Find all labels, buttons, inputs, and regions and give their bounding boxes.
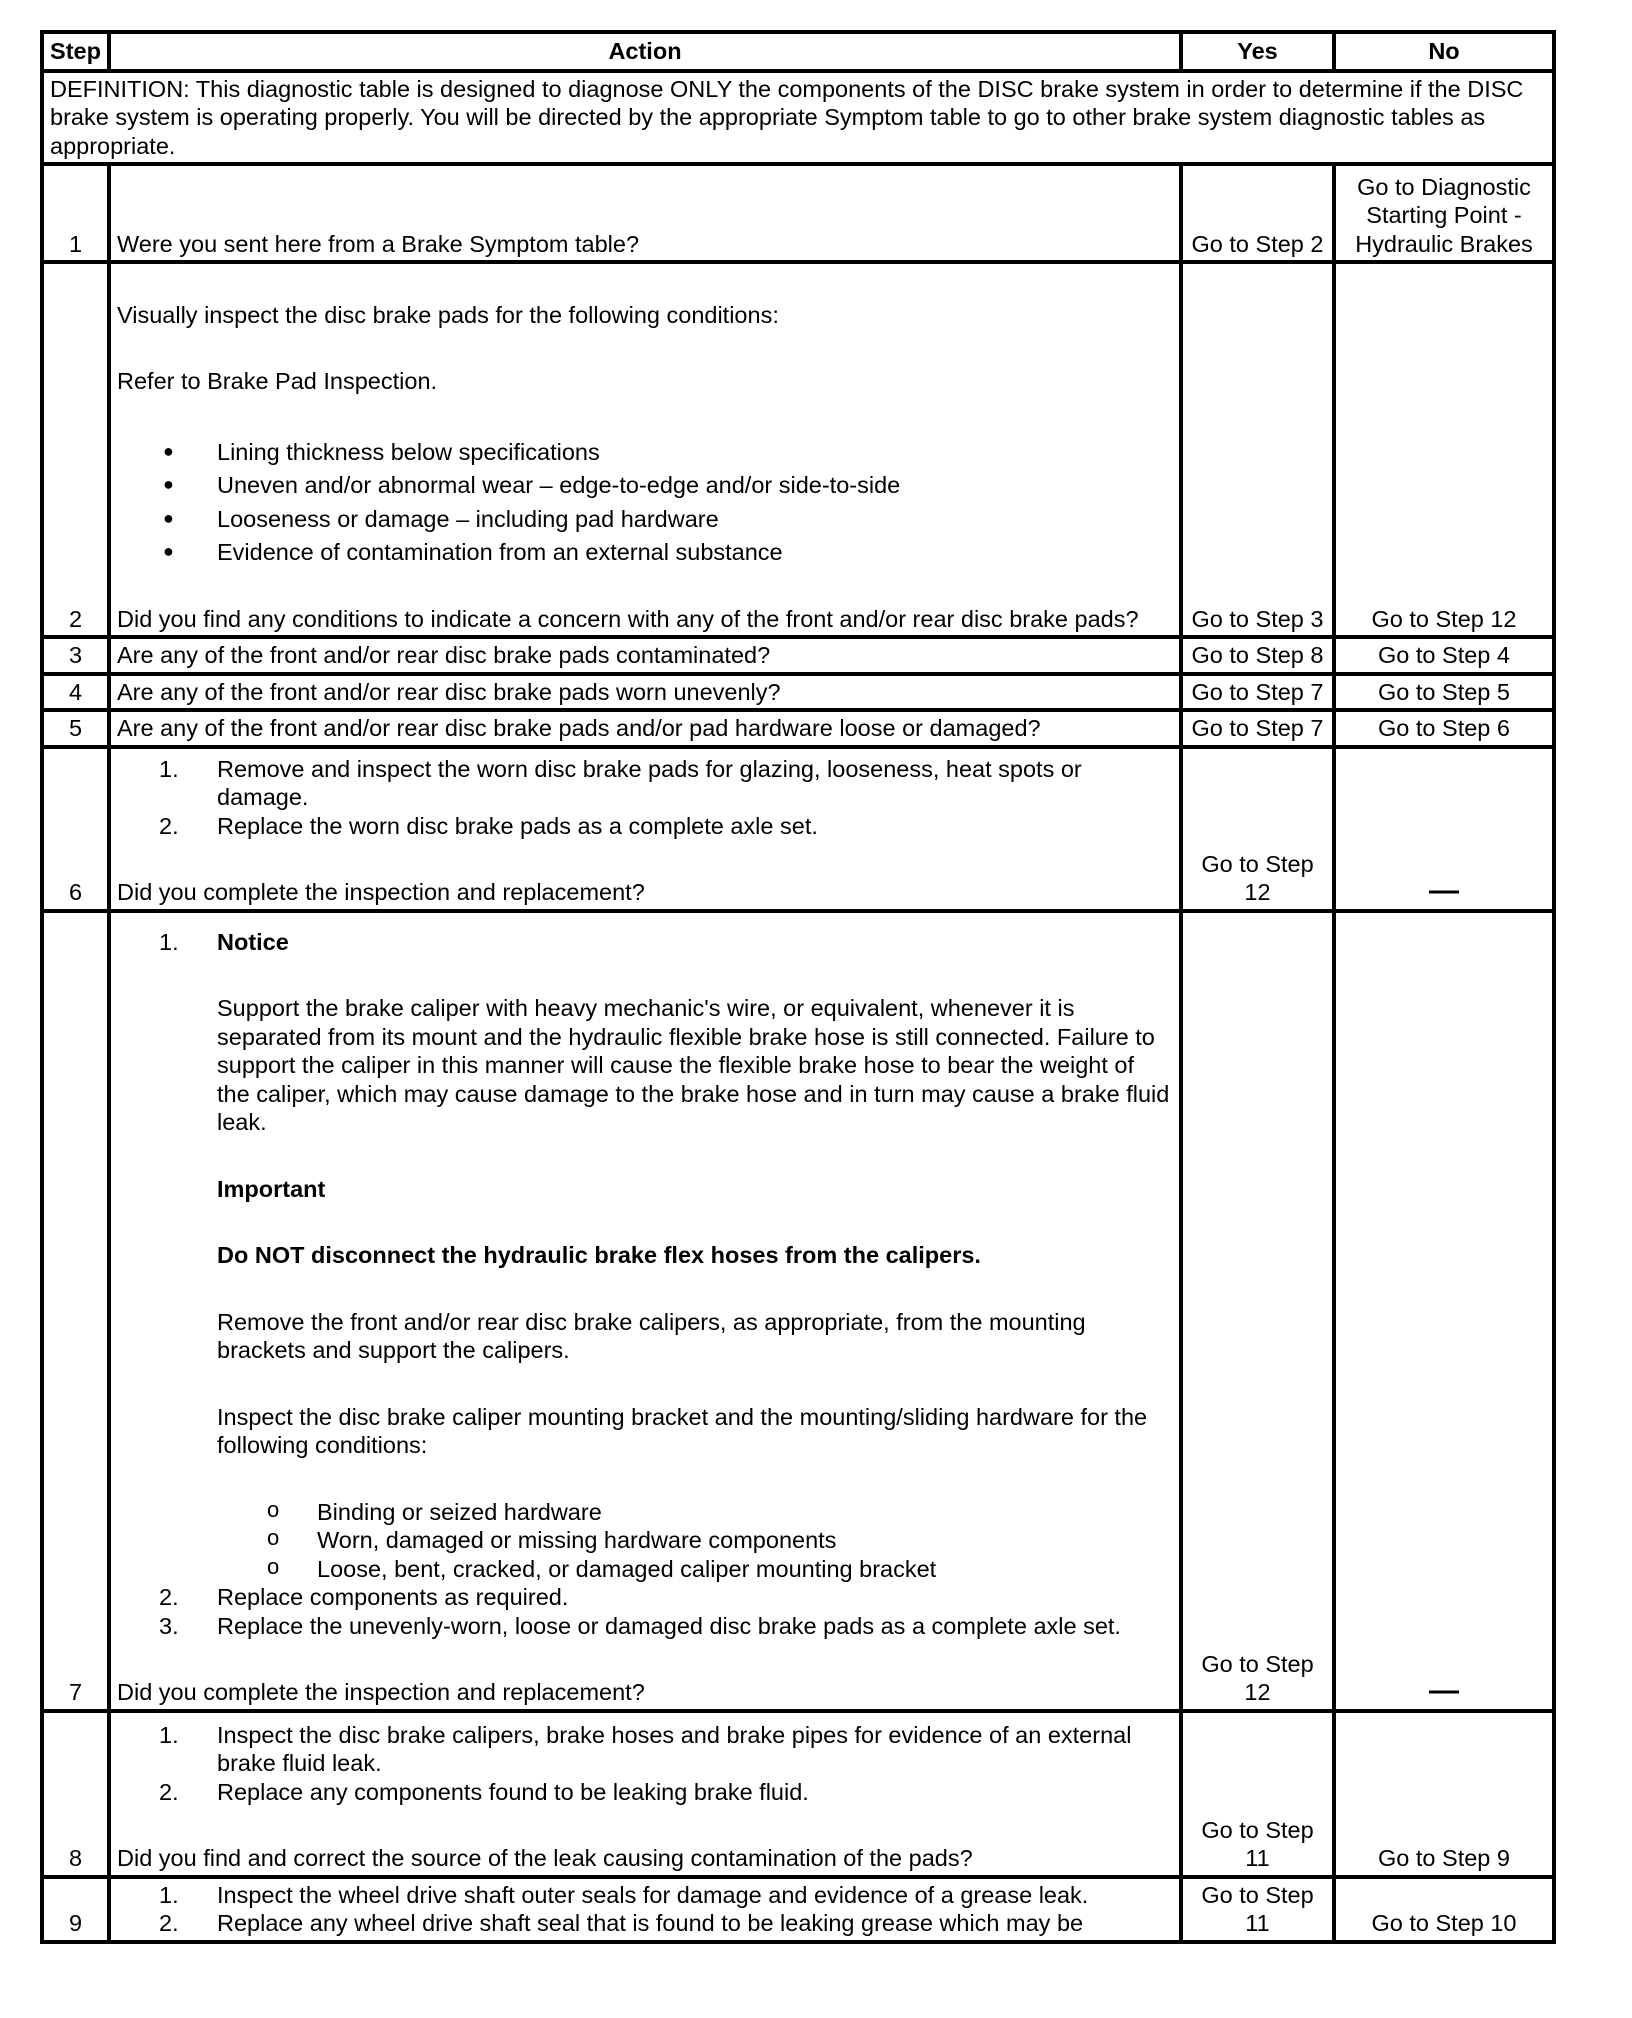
step-number: 5 <box>42 710 109 747</box>
dash-mark: — <box>1429 1674 1459 1707</box>
circle-bullet: o <box>267 1553 280 1579</box>
step-number: 1 <box>42 164 109 262</box>
list-item <box>159 1778 1173 1807</box>
item-number: 1. <box>159 1721 179 1748</box>
item-number: 1. <box>159 1881 179 1908</box>
list-item: ● Evidence of contamination from an external substance <box>217 538 1173 567</box>
item-number: 3. <box>159 1612 179 1639</box>
numbered-list <box>117 928 1173 1641</box>
step-question: Did you find and correct the source of the leak causing contamination of the pads? <box>117 1845 973 1871</box>
action-cell <box>109 911 1181 1711</box>
step-question: Did you complete the inspection and replacement? <box>117 1679 645 1705</box>
yes-cell: Go to Step 12 <box>1181 747 1334 911</box>
table-row <box>42 911 1554 1711</box>
header-no: No <box>1334 32 1554 71</box>
item-text: Replace any wheel drive shaft seal that is found to be leaking grease which may be <box>217 1910 1084 1936</box>
step-question: Are any of the front and/or rear disc brake pads and/or pad hardware loose or damaged? <box>109 710 1181 747</box>
no-cell: Go to Step 9 <box>1334 1711 1554 1877</box>
table-row <box>42 164 1554 262</box>
item-text: Replace components as required. <box>217 1584 569 1610</box>
condition-list <box>217 1498 1173 1584</box>
step-question: Were you sent here from a Brake Symptom table? <box>117 230 640 257</box>
step-question: Did you complete the inspection and replacement? <box>117 879 645 905</box>
list-item <box>159 1721 1173 1778</box>
circle-bullet: o <box>267 1525 280 1550</box>
yes-cell: Go to Step 3 <box>1181 262 1334 637</box>
step-number: 6 <box>42 747 109 911</box>
table-row <box>42 710 1554 747</box>
condition-list <box>117 438 1173 567</box>
step-number: 2 <box>42 262 109 637</box>
no-cell <box>1334 747 1554 911</box>
numbered-list <box>117 755 1173 841</box>
item-text: Inspect the wheel drive shaft outer seals for damage and evidence of a grease leak. <box>217 1881 1089 1908</box>
item-text: Replace the unevenly-worn, loose or damaged disc brake pads as a complete axle set. <box>217 1612 1121 1639</box>
item-text: Remove and inspect the worn disc brake pads for glazing, looseness, heat spots or damage. <box>217 755 1082 810</box>
yes-cell: Go to Step 8 <box>1181 637 1334 674</box>
item-number: 1. <box>159 928 179 955</box>
no-cell: Go to Step 10 <box>1334 1877 1554 1942</box>
diagnostic-table <box>40 30 1556 1944</box>
item-number: 2. <box>159 1910 179 1936</box>
header-row <box>42 32 1554 71</box>
list-item <box>159 812 1173 841</box>
definition-row <box>42 71 1554 165</box>
dash-mark: — <box>1429 874 1459 907</box>
action-cell <box>109 164 1181 262</box>
header-yes: Yes <box>1181 32 1334 71</box>
step-number: 8 <box>42 1711 109 1877</box>
list-item <box>159 1612 1173 1641</box>
list-item: ● Looseness or damage – including pad hardware <box>217 505 1173 534</box>
table-row <box>42 747 1554 911</box>
item-text: Replace the worn disc brake pads as a complete axle set. <box>217 812 818 839</box>
header-action: Action <box>109 32 1181 71</box>
important-text: Do NOT disconnect the hydraulic brake flex hoses from the calipers. <box>217 1242 981 1268</box>
action-cell <box>109 1711 1181 1877</box>
list-item <box>159 928 1173 1584</box>
list-item <box>159 1881 1173 1910</box>
item-text: Inspect the disc brake calipers, brake hoses and brake pipes for evidence of an external brake fluid leak. <box>217 1721 1132 1776</box>
list-item: ● Uneven and/or abnormal wear – edge-to-edge and/or side-to-side <box>217 471 1173 500</box>
header-step: Step <box>42 32 109 71</box>
yes-cell: Go to Step 11 <box>1181 1877 1334 1942</box>
yes-cell: Go to Step 7 <box>1181 674 1334 711</box>
notice-text: Support the brake caliper with heavy mechanic's wire, or equivalent, whenever it is separated from its mount and the hydraulic flexible brake hose is still connected. Failure to support the caliper in this manner will cause the flexible brake hose to bear the weight of the caliper, which may cause damage to the brake hose and in turn may cause a brake fluid leak. <box>217 995 1170 1135</box>
table-row <box>42 1877 1554 1942</box>
step-question: Did you find any conditions to indicate a concern with any of the front and/or rear disc brake pads? <box>117 605 1139 632</box>
list-item <box>159 1583 1173 1612</box>
remove-text: Remove the front and/or rear disc brake calipers, as appropriate, from the mounting brackets and support the calipers. <box>217 1308 1086 1363</box>
numbered-list <box>117 1721 1173 1807</box>
step-question: Are any of the front and/or rear disc brake pads worn unevenly? <box>109 674 1181 711</box>
item-number: 1. <box>159 755 179 782</box>
table-row <box>42 637 1554 674</box>
definition-text: DEFINITION: This diagnostic table is designed to diagnose ONLY the components of the DISC brake system in order to determine if the DISC brake system is operating properly. You will be directed by the appropriate Symptom table to go to other brake system diagnostic tables as appropriate. <box>42 71 1554 165</box>
table-row <box>42 1711 1554 1877</box>
numbered-list <box>117 1881 1173 1938</box>
list-item: o Binding or seized hardware <box>267 1496 602 1525</box>
no-cell: Go to Step 4 <box>1334 637 1554 674</box>
no-cell: Go to Step 6 <box>1334 710 1554 747</box>
item-number: 2. <box>159 812 179 839</box>
step-number: 7 <box>42 911 109 1711</box>
step-number: 3 <box>42 637 109 674</box>
action-cell <box>109 262 1181 637</box>
step-question: Are any of the front and/or rear disc brake pads contaminated? <box>109 637 1181 674</box>
yes-cell: Go to Step 2 <box>1181 164 1334 262</box>
inspect-text: Inspect the disc brake caliper mounting bracket and the mounting/sliding hardware for the following conditions: <box>217 1403 1148 1458</box>
no-cell: Go to Diagnostic Starting Point - Hydraulic Brakes <box>1334 164 1554 262</box>
list-item: o Worn, damaged or missing hardware components <box>267 1525 837 1553</box>
list-item <box>159 1909 1173 1938</box>
list-item: o Loose, bent, cracked, or damaged caliper mounting bracket <box>267 1553 937 1582</box>
step-number: 9 <box>42 1877 109 1942</box>
list-item: ● Lining thickness below specifications <box>217 438 1173 467</box>
item-number: 2. <box>159 1584 179 1610</box>
no-cell: Go to Step 12 <box>1334 262 1554 637</box>
table-row <box>42 674 1554 711</box>
yes-cell: Go to Step 7 <box>1181 710 1334 747</box>
action-cell <box>109 747 1181 911</box>
list-item <box>159 755 1173 812</box>
yes-cell: Go to Step 12 <box>1181 911 1334 1711</box>
no-cell: Go to Step 5 <box>1334 674 1554 711</box>
step-number: 4 <box>42 674 109 711</box>
table-row <box>42 262 1554 637</box>
refer-text: Refer to Brake Pad Inspection. <box>117 368 438 394</box>
item-text: Replace any components found to be leaking brake fluid. <box>217 1778 809 1805</box>
important-heading: Important <box>217 1175 326 1202</box>
circle-bullet: o <box>267 1496 280 1522</box>
action-cell <box>109 1877 1181 1942</box>
notice-heading: Notice <box>217 928 289 955</box>
item-number: 2. <box>159 1778 179 1805</box>
no-cell <box>1334 911 1554 1711</box>
yes-cell: Go to Step 11 <box>1181 1711 1334 1877</box>
step-intro: Visually inspect the disc brake pads for the following conditions: <box>117 301 779 328</box>
